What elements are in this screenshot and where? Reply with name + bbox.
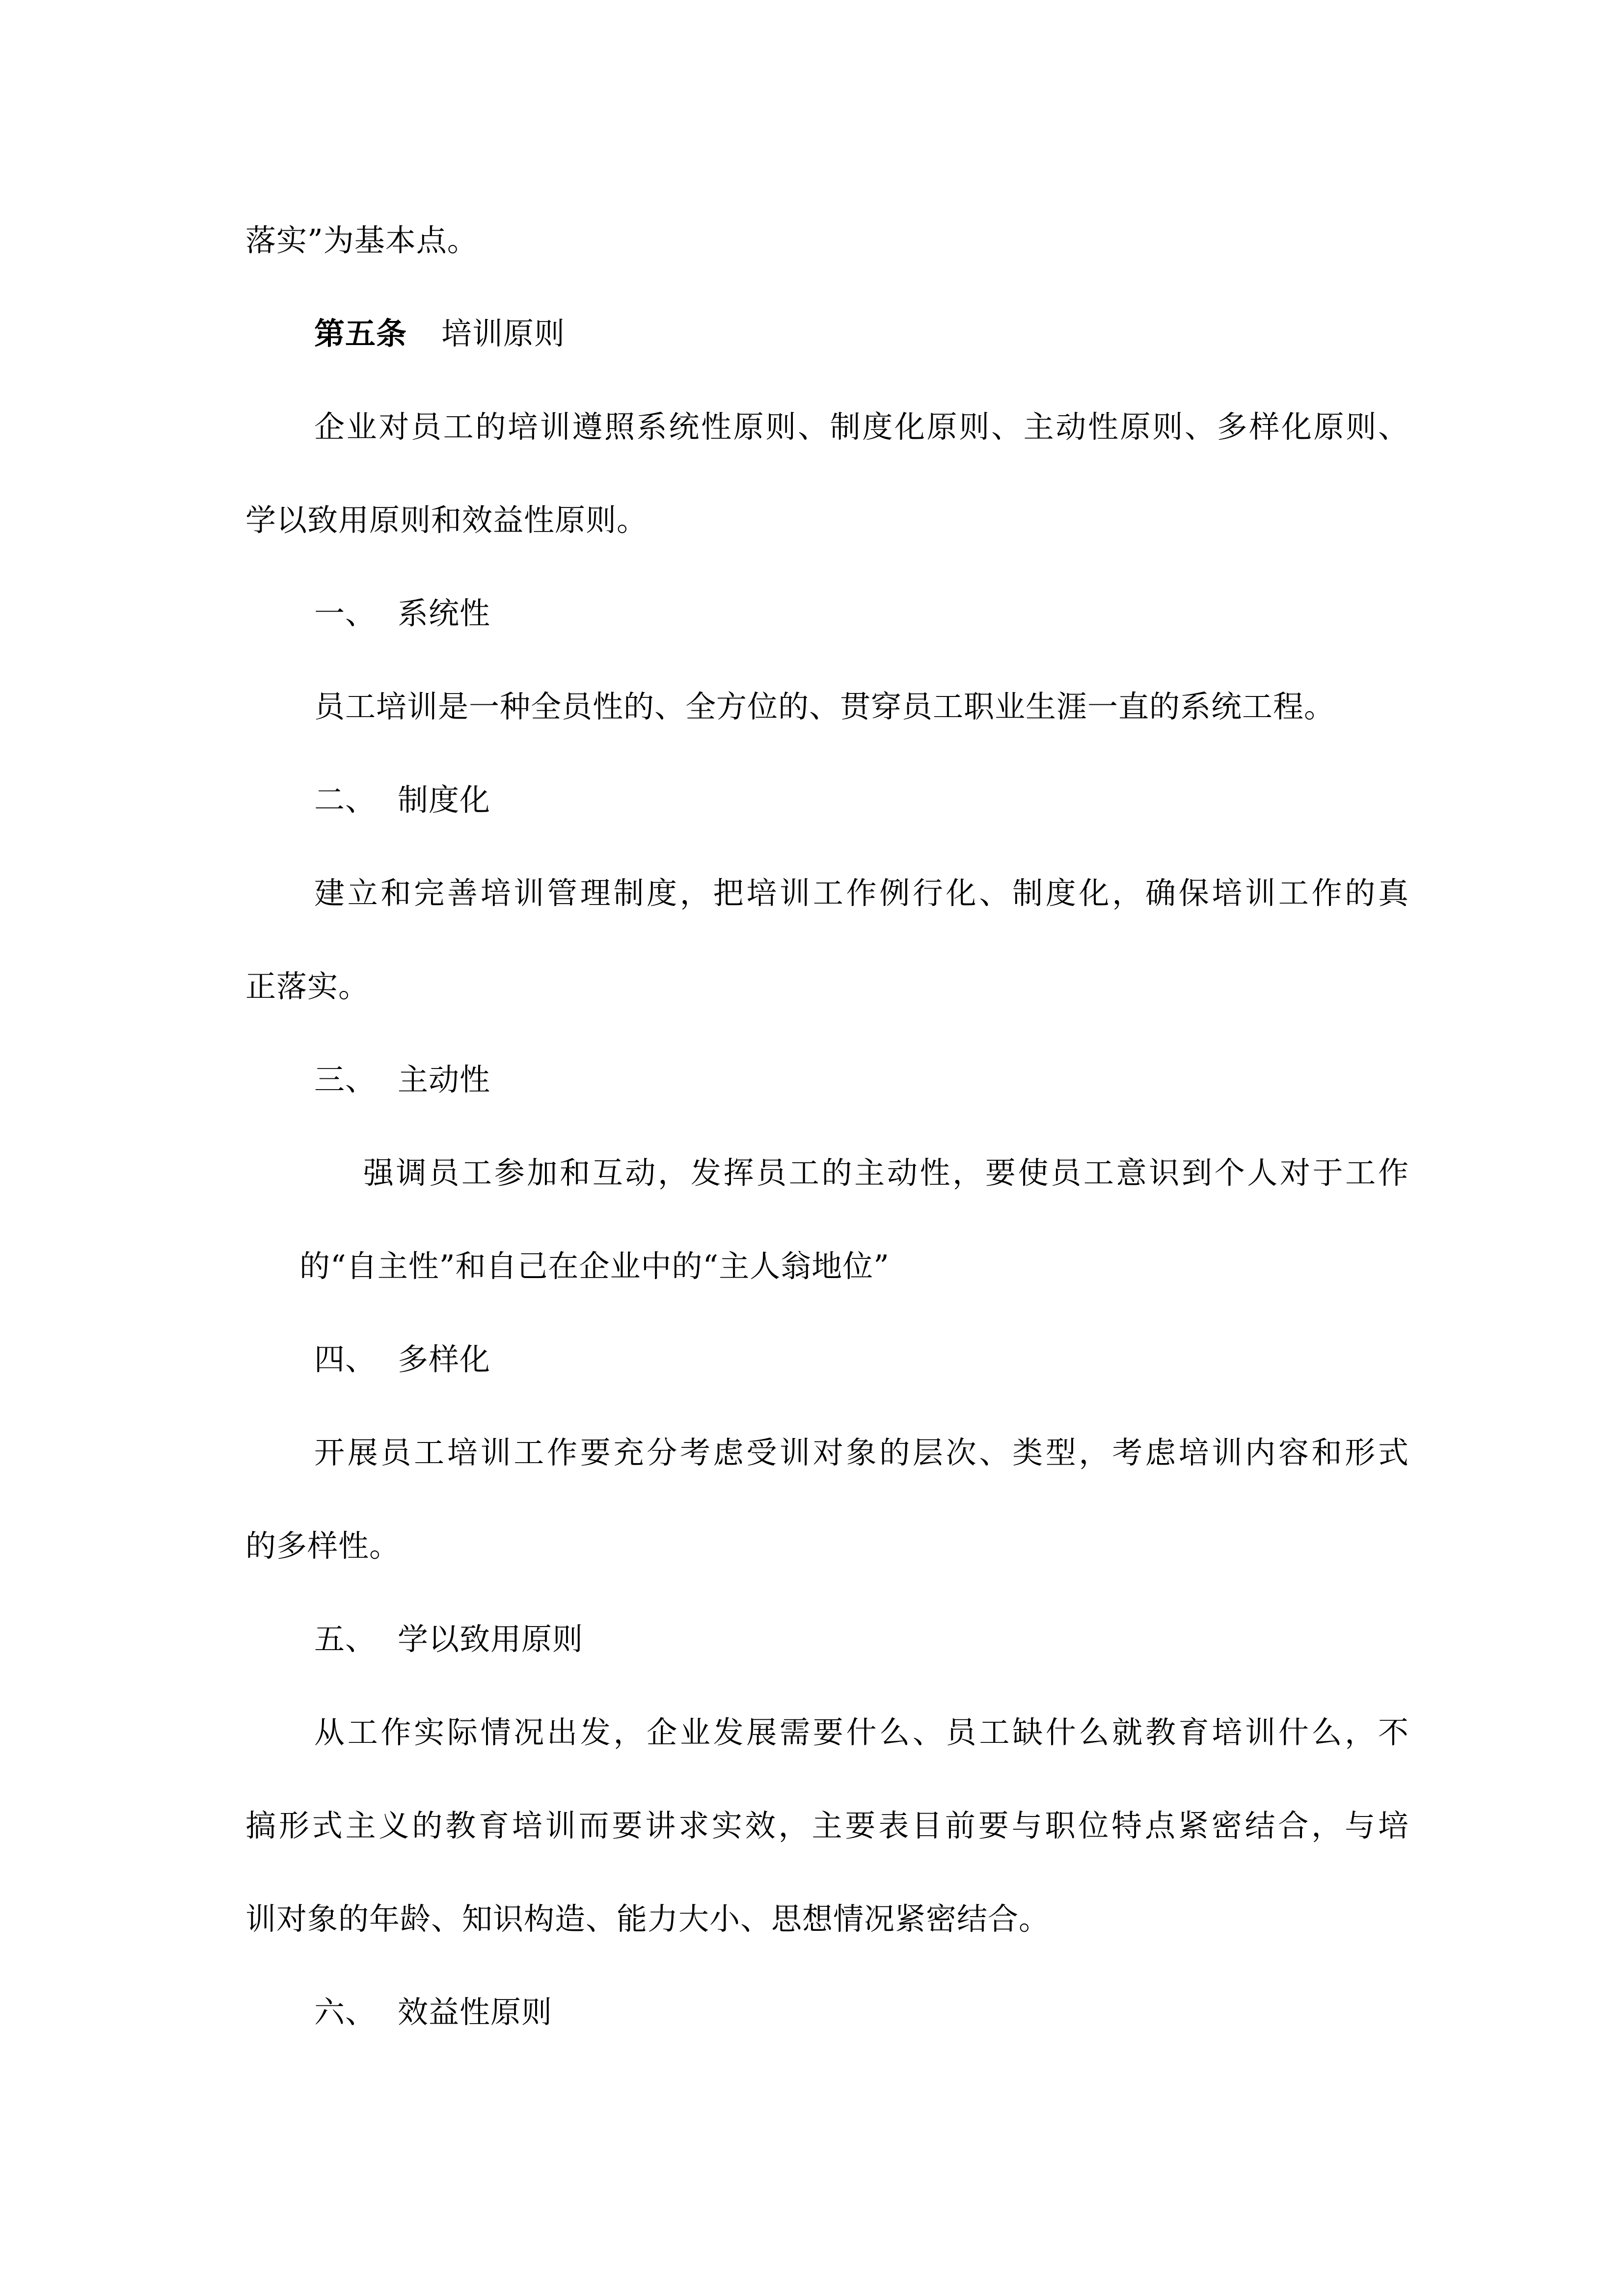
- article-number: 第五条: [314, 316, 407, 351]
- section-heading-4: [314, 1340, 1409, 1379]
- article-title: 培训原则: [441, 316, 566, 351]
- section-title: 系统性: [398, 595, 491, 631]
- section-5-body-line-3: 训对象的年龄、知识构造、能力大小、思想情况紧密结合。: [245, 1901, 1050, 1937]
- section-4-body-line-1: 开展员工培训工作要充分考虑受训对象的层次、类型，考虑培训内容和形式: [314, 1435, 1409, 1470]
- section-2-body-line-2: 正落实。: [245, 968, 370, 1004]
- section-3-body-line-1: 强调员工参加和互动，发挥员工的主动性，要使员工意识到个人对于工作: [363, 1155, 1409, 1191]
- article-heading: [314, 314, 1409, 353]
- section-heading-3: [314, 1060, 1409, 1099]
- section-1-body-line-1: 员工培训是一种全员性的、全方位的、贯穿员工职业生涯一直的系统工程。: [314, 689, 1335, 724]
- section-5-body-line-2: 搞形式主义的教育培训而要讲求实效，主要表目前要与职位特点紧密结合，与培: [245, 1808, 1409, 1843]
- section-5-body-line-1: 从工作实际情况出发，企业发展需要什么、员工缺什么就教育培训什么，不: [314, 1714, 1409, 1750]
- section-number: 二、: [314, 782, 377, 818]
- section-heading-2: [314, 780, 1409, 820]
- section-3-body-line-2: 的“自主性”和自己在企业中的“主人翁地位”: [299, 1248, 890, 1284]
- section-title: 多样化: [398, 1341, 491, 1377]
- intro-line-2: 学以致用原则和效益性原则。: [245, 502, 648, 538]
- section-title: 效益性原则: [398, 1994, 553, 2030]
- section-title: 学以致用原则: [398, 1621, 584, 1657]
- intro-line-1: 企业对员工的培训遵照系统性原则、制度化原则、主动性原则、多样化原则、: [314, 409, 1409, 445]
- section-number: 三、: [314, 1062, 377, 1097]
- section-number: 一、: [314, 595, 377, 631]
- section-number: 四、: [314, 1341, 377, 1377]
- section-number: 六、: [314, 1994, 377, 2030]
- section-2-body-line-1: 建立和完善培训管理制度，把培训工作例行化、制度化，确保培训工作的真: [314, 875, 1409, 911]
- section-heading-5: [314, 1620, 1409, 1659]
- section-title: 主动性: [398, 1062, 491, 1097]
- section-heading-6: [314, 1993, 1409, 2032]
- continuation-line: 落实”为基本点。: [245, 222, 478, 258]
- section-title: 制度化: [398, 782, 491, 818]
- section-4-body-line-2: 的多样性。: [245, 1528, 401, 1564]
- section-heading-1: [314, 594, 1409, 633]
- section-number: 五、: [314, 1621, 377, 1657]
